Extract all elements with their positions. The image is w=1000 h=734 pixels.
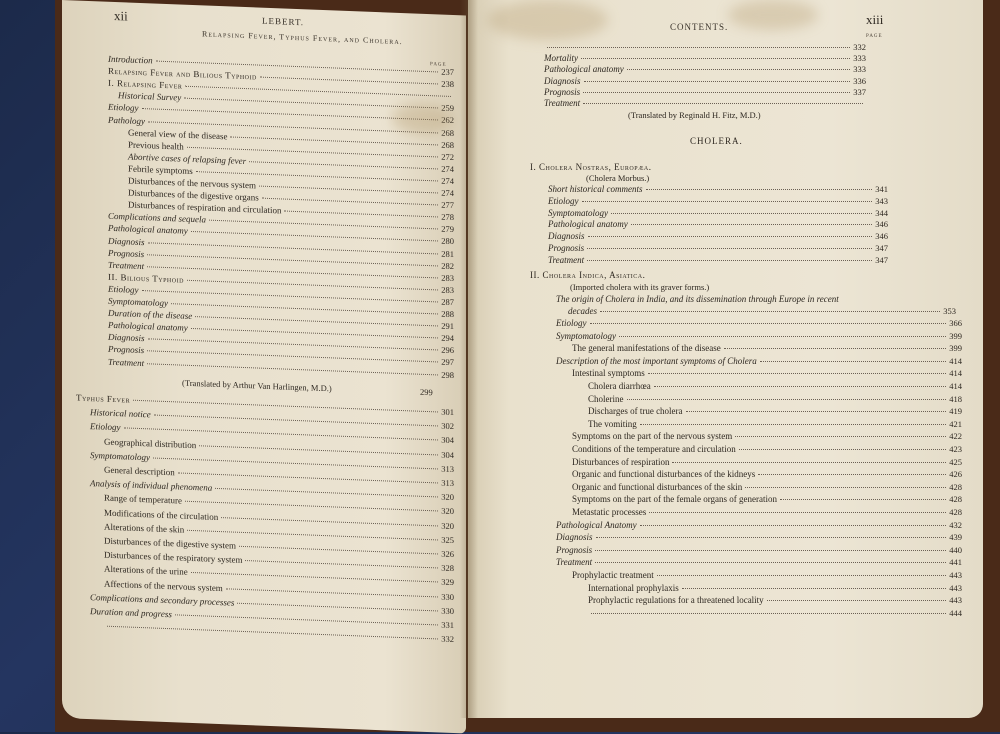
toc-entry	[572, 570, 962, 580]
dot-leader	[758, 474, 946, 475]
toc-entry-title: Prognosis	[108, 344, 145, 356]
toc-entry-title: Abortive cases of relapsing fever	[128, 151, 247, 166]
toc-entry-title: Introduction	[108, 53, 153, 66]
dot-leader	[657, 575, 947, 576]
toc-entry-title: Pathological Anatomy	[556, 519, 637, 530]
toc-entry-title: Disturbances of the nervous system	[128, 175, 256, 191]
toc-entry-page: 346	[875, 219, 888, 230]
toc-entry-page: 428	[949, 494, 962, 505]
right-page	[468, 0, 983, 718]
cholera-heading: CHOLERA.	[690, 136, 743, 146]
toc-entry-title: Treatment	[548, 254, 585, 265]
toc-entry-page: 325	[441, 534, 454, 545]
toc-entry	[572, 482, 962, 492]
toc-entry-title: Alterations of the urine	[104, 564, 188, 578]
toc-entry-page: 274	[441, 175, 454, 186]
dot-leader	[724, 348, 947, 349]
dot-leader	[780, 499, 946, 500]
toc-entry-page: 439	[949, 532, 962, 543]
toc-entry-page: 287	[441, 296, 454, 307]
dot-leader	[582, 201, 873, 202]
toc-entry-page: 304	[441, 449, 454, 460]
toc-entry-title: The general manifestations of the disease	[572, 343, 721, 354]
toc-entry	[588, 419, 962, 429]
toc-entry-title: Modifications of the circulation	[104, 507, 219, 522]
toc-entry-page: 336	[853, 75, 866, 86]
toc-entry-page: 283	[441, 272, 454, 283]
toc-entry-page: 304	[441, 434, 454, 446]
left-page-label: PAGE	[430, 62, 447, 68]
toc-entry-page: 428	[949, 481, 962, 492]
toc-entry-title: Cholera diarrhœa	[588, 381, 651, 391]
toc-entry	[588, 608, 962, 618]
toc-entry-page: 421	[949, 418, 962, 429]
dot-leader	[185, 501, 438, 512]
toc-entry-page: 328	[441, 562, 454, 574]
dot-leader	[588, 236, 873, 237]
toc-entry-title: Treatment	[544, 98, 581, 108]
toc-entry-title: Relapsing Fever and Bilious Typhoid	[108, 65, 257, 82]
toc-entry-title: Complications and sequela	[108, 211, 206, 225]
toc-entry-page: 330	[441, 591, 454, 602]
toc-entry-title: Treatment	[108, 259, 145, 271]
toc-entry-title: Duration and progress	[90, 606, 172, 620]
dot-leader	[178, 472, 439, 483]
toc-entry-page: 331	[441, 619, 454, 631]
dot-leader	[619, 336, 946, 337]
toc-entry	[556, 545, 962, 555]
toc-entry	[544, 87, 866, 97]
toc-entry-title: Disturbances of the digestive system	[104, 535, 236, 551]
dot-leader	[187, 530, 438, 541]
toc-entry-page: 414	[949, 381, 962, 391]
toc-entry-title: Etiology	[548, 195, 579, 206]
dot-leader	[767, 600, 947, 601]
toc-entry-page: 423	[949, 444, 962, 454]
dot-leader	[584, 81, 851, 82]
toc-entry	[548, 208, 888, 218]
toc-entry-page: 443	[949, 595, 962, 606]
toc-entry-page: 399	[949, 330, 962, 341]
right-page-label: PAGE	[866, 34, 883, 39]
toc-entry	[544, 53, 866, 63]
left-page	[62, 0, 466, 734]
toc-entry	[572, 507, 962, 517]
right-running-head: CONTENTS.	[670, 22, 729, 32]
toc-entry-page: 280	[441, 235, 454, 247]
toc-entry-title: Historical Survey	[118, 90, 182, 103]
toc-entry-title: The vomiting	[588, 418, 637, 429]
toc-entry-title: Symptomatology	[548, 207, 608, 218]
toc-entry-page: 283	[441, 284, 454, 295]
dot-leader	[260, 77, 438, 85]
toc-entry-title: Prognosis	[548, 243, 585, 253]
toc-entry-title: Etiology	[556, 318, 587, 328]
toc-entry-page: 366	[949, 318, 962, 328]
indica-heading: II. Cholera Indica, Asiatica.	[530, 270, 646, 280]
dot-leader	[284, 211, 438, 218]
left-page-number: xii	[114, 7, 128, 24]
toc-entry-page: 330	[441, 605, 454, 616]
toc-entry-title: II. Bilious Typhoid	[108, 271, 184, 285]
toc-entry	[572, 343, 962, 353]
toc-entry-title: Symptoms on the part of the female organs of generation	[572, 494, 778, 505]
toc-entry-title: Symptoms on the part of the nervous system	[572, 431, 733, 442]
toc-entry	[556, 557, 962, 567]
toc-entry-page: 279	[441, 223, 454, 235]
toc-entry	[572, 444, 962, 454]
dot-leader	[627, 69, 851, 70]
dot-leader	[583, 103, 863, 104]
left-running-head: LEBERT.	[262, 15, 305, 28]
toc-entry-title: Metastatic processes	[572, 507, 647, 517]
dot-leader	[649, 512, 946, 513]
indica-subheading: (Imported cholera with its graver forms.)	[570, 282, 710, 292]
left-translator-page: 299	[420, 386, 433, 398]
toc-entry-page: 414	[949, 355, 962, 366]
dot-leader	[199, 445, 438, 455]
toc-entry	[572, 457, 962, 467]
dot-leader	[581, 58, 850, 59]
dot-leader	[631, 224, 873, 225]
dot-leader	[595, 562, 946, 563]
toc-entry-page: 262	[441, 114, 454, 126]
toc-entry-page: 274	[441, 187, 454, 199]
toc-entry-page: 329	[441, 576, 454, 588]
toc-entry-title: Cholerine	[588, 393, 624, 404]
toc-entry-title: Discharges of true cholera	[588, 406, 683, 417]
toc-entry-title: Prognosis	[556, 544, 593, 555]
toc-entry	[548, 255, 888, 265]
toc-entry-title: Diagnosis	[548, 231, 585, 242]
toc-entry-title: Pathological anatomy	[548, 219, 628, 230]
nostras-subheading: (Cholera Morbus.)	[586, 173, 650, 183]
left-section-title: Relapsing Fever, Typhus Fever, and Cholera.	[202, 29, 403, 47]
toc-entry-page: 288	[441, 308, 454, 320]
dot-leader	[596, 537, 947, 538]
toc-entry-title: Disturbances of respiration	[572, 456, 670, 467]
nostras-heading: I. Cholera Nostras, Europæa.	[530, 162, 652, 172]
toc-entry-title: Pathological anatomy	[108, 319, 188, 334]
dot-leader	[587, 260, 872, 261]
toc-entry-page: 277	[441, 199, 454, 211]
toc-entry-title: Historical notice	[90, 407, 151, 420]
dot-leader	[587, 248, 872, 249]
toc-entry-page: 301	[441, 406, 454, 418]
toc-entry	[548, 184, 888, 194]
toc-entry-page: 320	[441, 520, 454, 531]
dot-leader	[191, 572, 439, 583]
dot-leader	[735, 436, 946, 437]
toc-entry-page: 298	[441, 369, 454, 380]
toc-entry-page: 326	[441, 548, 454, 560]
toc-entry-title: Febrile symptoms	[128, 163, 193, 176]
toc-entry-title: Symptomatology	[90, 449, 150, 463]
toc-entry-title: Diagnosis	[108, 332, 145, 344]
toc-entry-title: Prophylactic treatment	[572, 570, 654, 580]
toc-entry-page: 333	[853, 64, 866, 75]
toc-entry-page: 281	[441, 248, 454, 259]
toc-entry-title: Complications and secondary processes	[90, 591, 235, 608]
toc-entry-page: 337	[853, 86, 866, 97]
toc-entry	[548, 243, 888, 253]
toc-entry-page: 344	[875, 207, 888, 218]
toc-entry-page: 425	[949, 456, 962, 467]
toc-entry-page: 347	[875, 243, 888, 253]
dot-leader	[239, 546, 438, 555]
toc-entry-title: Range of temperature	[104, 493, 182, 506]
toc-entry-page: 302	[441, 420, 454, 432]
toc-entry-title: General view of the disease	[128, 127, 228, 141]
toc-entry-title: International prophylaxis	[588, 582, 679, 593]
dot-leader	[249, 161, 438, 169]
toc-entry-title: Etiology	[90, 421, 121, 433]
dot-leader	[627, 399, 947, 400]
toc-entry-page: 313	[441, 477, 454, 489]
toc-entry-title: Alterations of the skin	[104, 521, 185, 535]
left-translator-note: (Translated by Arthur Van Harlingen, M.D.)	[182, 377, 332, 394]
toc-entry-title: Pathological anatomy	[544, 64, 624, 75]
toc-entry	[572, 368, 962, 378]
toc-entry-page: 346	[875, 231, 888, 242]
toc-entry-page: 444	[949, 607, 962, 618]
dot-leader	[590, 323, 947, 324]
toc-entry-title: Diagnosis	[556, 532, 593, 543]
dot-leader	[760, 361, 947, 362]
toc-entry-page: 274	[441, 163, 454, 174]
toc-entry-title: Intestinal symptoms	[572, 368, 645, 379]
dot-leader	[226, 588, 438, 597]
toc-entry-title: Duration of the disease	[108, 307, 193, 322]
toc-entry	[544, 42, 866, 52]
toc-entry-page: 443	[949, 570, 962, 580]
toc-entry-page: 294	[441, 332, 454, 344]
dot-leader	[215, 488, 438, 498]
right-page-number: xiii	[866, 12, 884, 27]
toc-entry-page: 296	[441, 344, 454, 356]
toc-entry-title: Geographical distribution	[104, 436, 197, 450]
dot-leader	[640, 525, 947, 526]
toc-entry-page: 297	[441, 356, 454, 368]
toc-entry-title: Pathology	[108, 114, 145, 126]
toc-entry-title: Disturbances of respiration and circulation	[128, 199, 282, 216]
toc-entry	[548, 219, 888, 229]
toc-entry-page: 333	[853, 53, 866, 64]
toc-entry	[556, 331, 962, 341]
toc-entry-page: 414	[949, 368, 962, 379]
toc-entry-title: Organic and functional disturbances of the kidneys	[572, 469, 756, 480]
dot-leader	[259, 186, 438, 194]
toc-entry	[548, 196, 888, 206]
toc-entry-page: 320	[441, 491, 454, 503]
toc-entry	[588, 394, 962, 404]
paper-stain	[728, 0, 818, 30]
origin-entry-line1: The origin of Cholera in India, and its dissemination through Europe in recent	[556, 294, 839, 304]
toc-entry	[544, 76, 866, 86]
toc-entry-title: Disturbances of the digestive organs	[128, 187, 259, 203]
dot-leader	[745, 487, 946, 488]
toc-entry-page: 332	[441, 633, 454, 645]
toc-entry-page: 272	[441, 151, 454, 162]
toc-entry-page: 426	[949, 469, 962, 480]
dot-leader	[640, 424, 947, 425]
toc-entry-title: Analysis of individual phenomena	[90, 478, 213, 493]
toc-entry-title: Organic and functional disturbances of the skin	[572, 481, 743, 492]
toc-entry	[588, 583, 962, 593]
toc-entry-title: I. Relapsing Fever	[108, 77, 183, 91]
dot-leader	[221, 517, 438, 526]
toc-entry-title: Prognosis	[544, 86, 581, 97]
toc-entry-title: Symptomatology	[108, 295, 168, 309]
toc-entry	[572, 494, 962, 504]
toc-entry-page: 332	[853, 42, 866, 52]
origin-entry-line2: decades 353	[568, 306, 956, 316]
toc-entry-page: 443	[949, 582, 962, 593]
toc-entry	[588, 381, 962, 391]
dot-leader	[591, 613, 946, 614]
dot-leader	[611, 213, 872, 214]
right-translator-note: (Translated by Reginald H. Fitz, M.D.)	[628, 110, 761, 120]
toc-entry-page: 278	[441, 211, 454, 223]
toc-entry-title: Etiology	[108, 102, 139, 114]
toc-entry-page: 343	[875, 195, 888, 206]
dot-leader	[686, 411, 947, 412]
toc-entry-title: Prognosis	[108, 247, 145, 259]
toc-entry-title: Etiology	[108, 283, 139, 295]
toc-entry-page: 432	[949, 519, 962, 530]
toc-entry-page: 259	[441, 102, 454, 114]
toc-entry	[588, 406, 962, 416]
toc-entry-title: Treatment	[108, 356, 145, 368]
toc-entry-title: Symptomatology	[556, 330, 616, 341]
dot-leader	[648, 373, 947, 374]
toc-entry-title: Pathological anatomy	[108, 223, 188, 237]
toc-entry-title: Typhus Fever	[76, 392, 131, 405]
dot-leader	[175, 614, 438, 625]
toc-entry	[548, 231, 888, 241]
dot-leader	[646, 189, 873, 190]
toc-entry-page: 268	[441, 139, 454, 150]
toc-entry-title: Disturbances of the respiratory system	[104, 549, 243, 566]
toc-entry-page: 282	[441, 260, 454, 271]
toc-entry-title: Affections of the nervous system	[104, 578, 223, 593]
dot-leader	[654, 386, 947, 387]
toc-entry-title: Treatment	[556, 557, 593, 568]
toc-entry	[588, 595, 962, 605]
toc-entry	[544, 98, 866, 108]
toc-entry-page: 238	[441, 78, 454, 90]
toc-entry-page: 441	[949, 557, 962, 568]
toc-entry-title: Description of the most important symptoms of Cholera	[556, 355, 757, 366]
toc-entry-title: Previous health	[128, 139, 184, 152]
toc-entry	[556, 532, 962, 542]
toc-entry-page: 440	[949, 544, 962, 555]
toc-entry-page: 320	[441, 505, 454, 517]
toc-entry-title: Short historical comments	[548, 184, 643, 194]
toc-entry	[556, 356, 962, 366]
toc-entry	[572, 469, 962, 479]
dot-leader	[107, 626, 438, 640]
toc-entry-page: 418	[949, 393, 962, 404]
toc-entry	[572, 431, 962, 441]
toc-entry	[556, 318, 962, 328]
dot-leader	[245, 560, 438, 568]
toc-entry-title: Conditions of the temperature and circulation	[572, 444, 736, 454]
toc-entry-title: Diagnosis	[544, 75, 581, 86]
toc-entry-page: 237	[441, 66, 454, 78]
toc-entry-title: Mortality	[544, 53, 578, 64]
toc-entry-page: 313	[441, 463, 454, 474]
dot-leader	[237, 603, 438, 612]
dot-leader	[672, 462, 946, 463]
dot-leader	[739, 449, 947, 450]
toc-entry-page: 268	[441, 127, 454, 138]
dot-leader	[547, 47, 850, 48]
toc-entry	[556, 520, 962, 530]
toc-entry-page: 399	[949, 343, 962, 354]
dot-leader	[262, 198, 438, 206]
dot-leader	[583, 92, 850, 93]
toc-entry-title: General description	[104, 464, 175, 478]
toc-entry-page: 341	[875, 184, 888, 194]
toc-entry-page: 347	[875, 254, 888, 265]
toc-entry-page: 291	[441, 320, 454, 332]
toc-entry-page: 428	[949, 507, 962, 517]
toc-entry-page: 422	[949, 431, 962, 442]
dot-leader	[595, 550, 946, 551]
toc-entry-title: Diagnosis	[108, 235, 145, 247]
dot-leader	[682, 588, 947, 589]
toc-entry	[544, 64, 866, 74]
toc-entry-page: 419	[949, 406, 962, 417]
toc-entry-title: Prophylactic regulations for a threatened locality	[588, 595, 764, 606]
paper-stain	[488, 0, 608, 40]
